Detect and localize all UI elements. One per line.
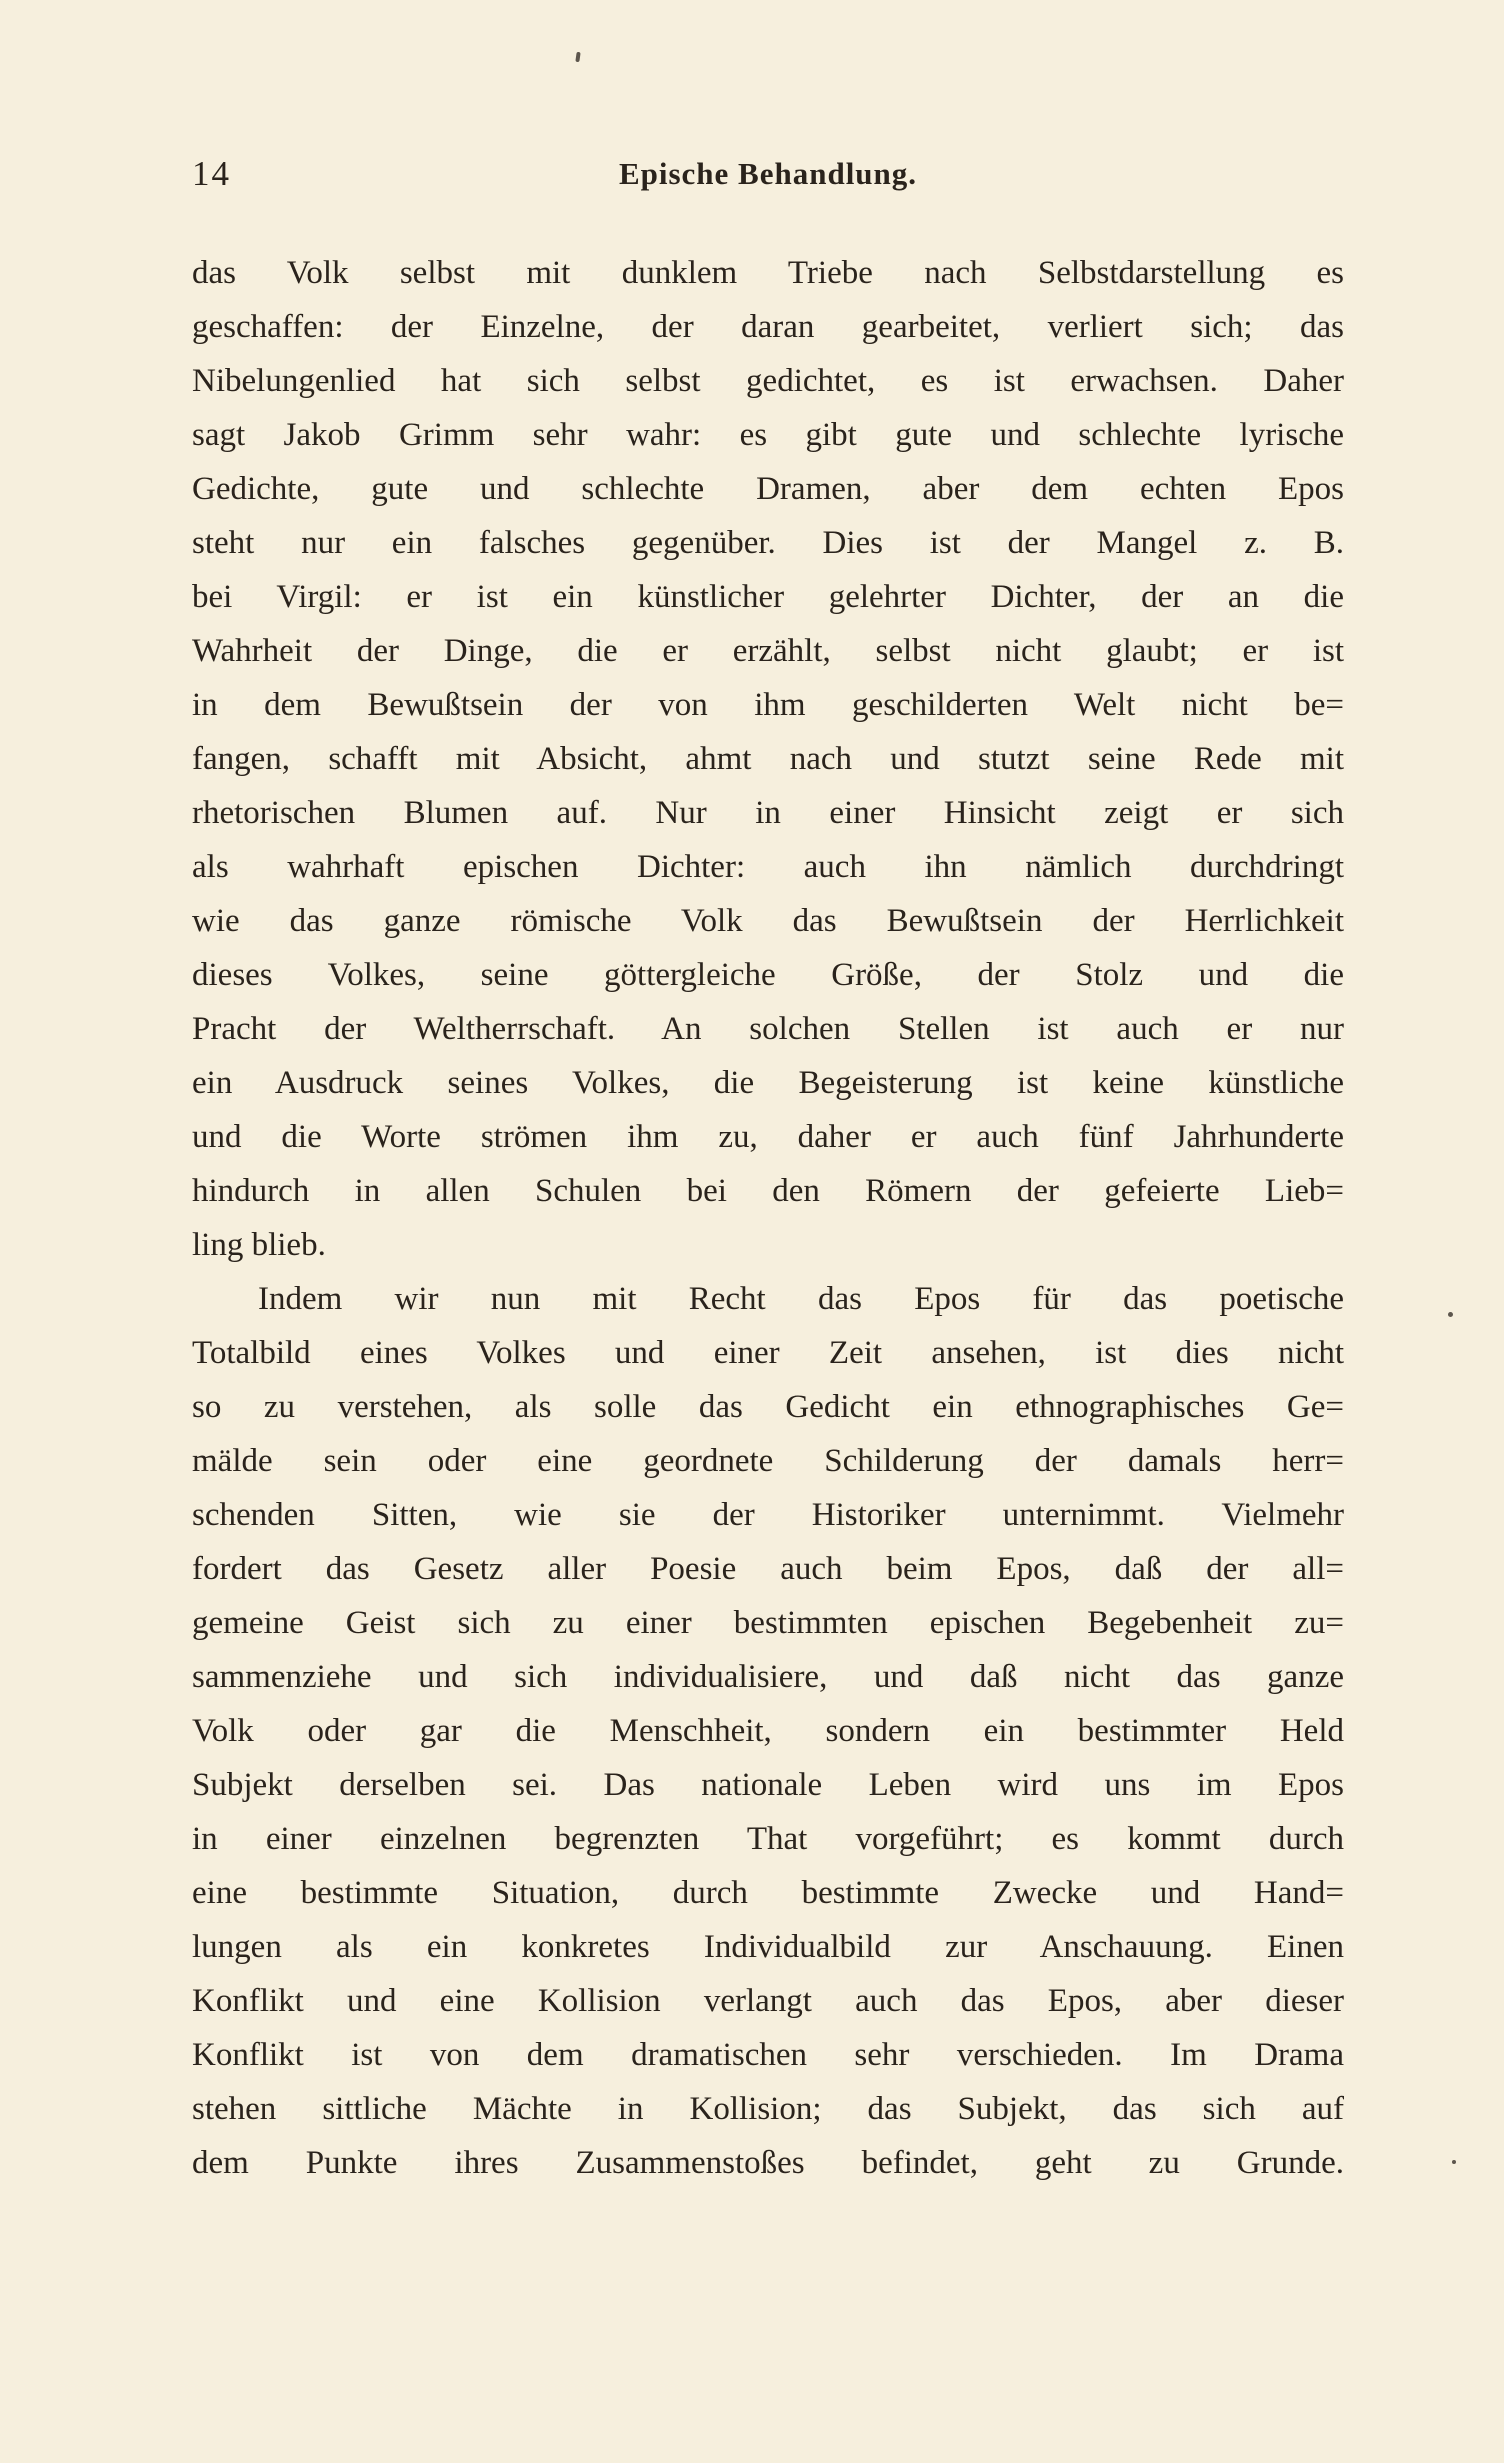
text-line: fordert das Gesetz aller Poesie auch beim Epos, daß der all= [192, 1551, 1344, 1587]
text-line: eine bestimmte Situation, durch bestimmte Zwecke und Hand= [192, 1875, 1344, 1911]
text-line: geschaffen: der Einzelne, der daran gearbeitet, verliert sich; das [192, 309, 1344, 345]
text-line: gemeine Geist sich zu einer bestimmten epischen Begebenheit zu= [192, 1605, 1344, 1641]
text-line: Volk oder gar die Menschheit, sondern ein bestimmter Held [192, 1713, 1344, 1749]
text-line: und die Worte strömen ihm zu, daher er auch fünf Jahrhunderte [192, 1119, 1344, 1155]
text-line: fangen, schafft mit Absicht, ahmt nach und stutzt seine Rede mit [192, 741, 1344, 777]
page-header [192, 152, 1344, 200]
text-line: Konflikt und eine Kollision verlangt auch das Epos, aber dieser [192, 1983, 1344, 2019]
text-line: Subjekt derselben sei. Das nationale Leben wird uns im Epos [192, 1767, 1344, 1803]
text-line: lungen als ein konkretes Individualbild zur Anschauung. Einen [192, 1929, 1344, 1965]
scan-speck [1452, 2160, 1456, 2164]
text-line: so zu verstehen, als solle das Gedicht ein ethnographisches Ge= [192, 1389, 1344, 1425]
text-line: sammenziehe und sich individualisiere, und daß nicht das ganze [192, 1659, 1344, 1695]
paragraph-2 [192, 1272, 1344, 2190]
text-line: Konflikt ist von dem dramatischen sehr verschieden. Im Drama [192, 2037, 1344, 2073]
text-line: mälde sein oder eine geordnete Schilderung der damals herr= [192, 1443, 1344, 1479]
text-line: wie das ganze römische Volk das Bewußtsein der Herrlichkeit [192, 903, 1344, 939]
text-line: ein Ausdruck seines Volkes, die Begeisterung ist keine künstliche [192, 1065, 1344, 1101]
text-line: ling blieb. [192, 1227, 326, 1263]
text-line: Nibelungenlied hat sich selbst gedichtet, es ist erwachsen. Daher [192, 363, 1344, 399]
text-line: Pracht der Weltherrschaft. An solchen Stellen ist auch er nur [192, 1011, 1344, 1047]
text-line: schenden Sitten, wie sie der Historiker unternimmt. Vielmehr [192, 1497, 1344, 1533]
text-line: rhetorischen Blumen auf. Nur in einer Hinsicht zeigt er sich [192, 795, 1344, 831]
text-line: Wahrheit der Dinge, die er erzählt, selbst nicht glaubt; er ist [192, 633, 1344, 669]
text-line: bei Virgil: er ist ein künstlicher gelehrter Dichter, der an die [192, 579, 1344, 615]
text-line: in dem Bewußtsein der von ihm geschilderten Welt nicht be= [192, 687, 1344, 723]
text-line: als wahrhaft epischen Dichter: auch ihn nämlich durchdringt [192, 849, 1344, 885]
text-line: das Volk selbst mit dunklem Triebe nach Selbstdarstellung es [192, 255, 1344, 291]
text-line: Indem wir nun mit Recht das Epos für das poetische [258, 1281, 1344, 1317]
text-line: in einer einzelnen begrenzten That vorgeführt; es kommt durch [192, 1821, 1344, 1857]
text-line: hindurch in allen Schulen bei den Römern der gefeierte Lieb= [192, 1173, 1344, 1209]
paragraph-1 [192, 246, 1344, 1272]
text-block [192, 246, 1344, 2190]
text-line: dem Punkte ihres Zusammenstoßes befindet, geht zu Grunde. [192, 2145, 1344, 2181]
text-line: Gedichte, gute und schlechte Dramen, aber dem echten Epos [192, 471, 1344, 507]
scan-speck [1448, 1312, 1453, 1317]
running-title: Epische Behandlung. [618, 156, 918, 191]
scan-speck [575, 52, 580, 62]
page-number: 14 [192, 154, 231, 193]
text-line: Totalbild eines Volkes und einer Zeit ansehen, ist dies nicht [192, 1335, 1344, 1371]
text-line: stehen sittliche Mächte in Kollision; das Subjekt, das sich auf [192, 2091, 1344, 2127]
text-line: steht nur ein falsches gegenüber. Dies ist der Mangel z. B. [192, 525, 1344, 561]
text-line: dieses Volkes, seine göttergleiche Größe, der Stolz und die [192, 957, 1344, 993]
text-line: sagt Jakob Grimm sehr wahr: es gibt gute und schlechte lyrische [192, 417, 1344, 453]
